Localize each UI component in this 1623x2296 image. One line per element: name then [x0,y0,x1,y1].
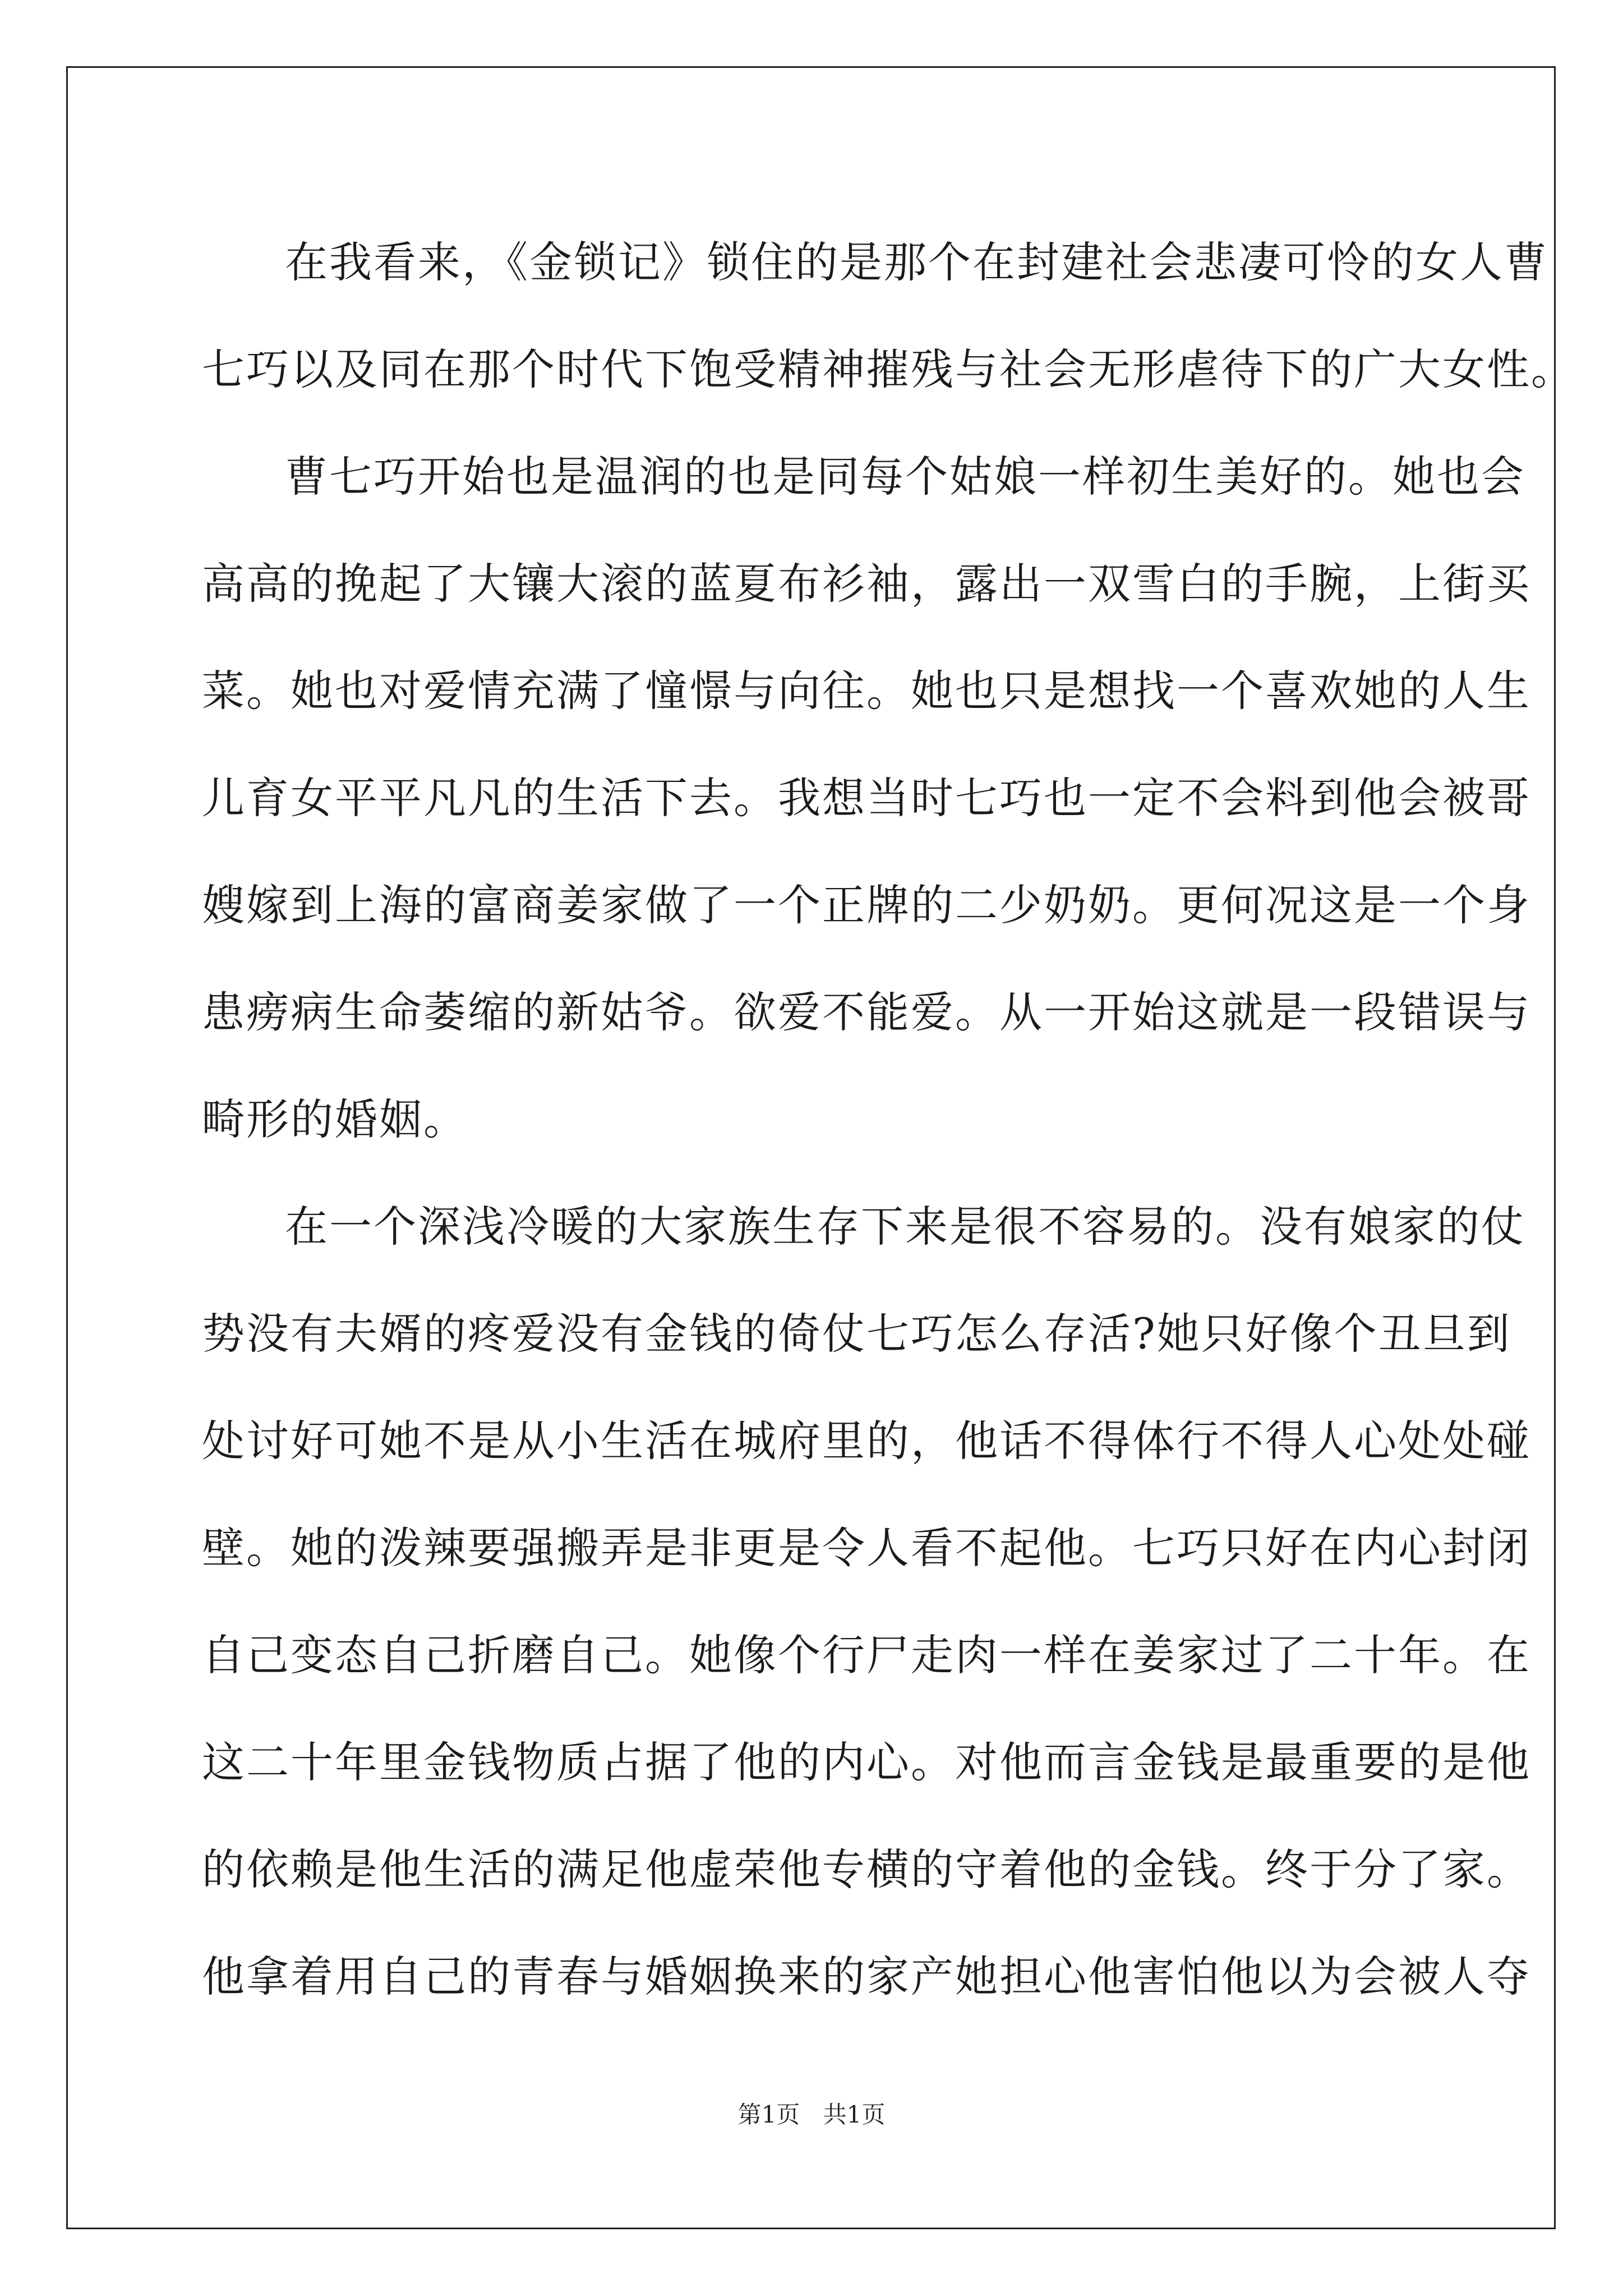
text-line: 曹七巧开始也是温润的也是同每个姑娘一样初生美好的。她也会 [285,452,1525,501]
text-line: 这二十年里金钱物质占据了他的内心。对他而言金钱是最重要的是他 [202,1737,1531,1787]
page-footer [0,2098,1623,2132]
text-line: 患痨病生命萎缩的新姑爷。欲爱不能爱。从一开始这就是一段错误与 [202,987,1531,1037]
page-number-current: 第1页 [737,2101,800,2128]
text-line: 畸形的婚姻。 [202,1094,468,1144]
text-line: 儿育女平平凡凡的生活下去。我想当时七巧也一定不会料到他会被哥 [202,773,1531,823]
text-line: 他拿着用自己的青春与婚姻换来的家产她担心他害怕他以为会被人夺 [202,1952,1531,2001]
document-body [202,209,1575,2030]
text-line: 自己变态自己折磨自己。她像个行尸走肉一样在姜家过了二十年。在 [202,1630,1531,1680]
text-line: 在一个深浅冷暖的大家族生存下来是很不容易的。没有娘家的仗 [285,1202,1525,1251]
text-line: 菜。她也对爱情充满了憧憬与向往。她也只是想找一个喜欢她的人生 [202,666,1531,716]
text-line: 在我看来，《金锁记》锁住的是那个在封建社会悲凄可怜的女人曹 [285,237,1548,287]
text-line: 高高的挽起了大镶大滚的蓝夏布衫袖，露出一双雪白的手腕，上街买 [202,559,1531,609]
text-line: 的依赖是他生活的满足他虚荣他专横的守着他的金钱。终于分了家。 [202,1844,1531,1894]
text-line: 势没有夫婿的疼爱没有金钱的倚仗七巧怎么存活?她只好像个丑旦到 [202,1309,1511,1359]
page-number-total: 共1页 [823,2101,886,2128]
text-line: 壁。她的泼辣要强搬弄是非更是令人看不起他。七巧只好在内心封闭 [202,1523,1531,1573]
text-line: 嫂嫁到上海的富商姜家做了一个正牌的二少奶奶。更何况这是一个身 [202,880,1531,930]
text-line: 处讨好可她不是从小生活在城府里的，他话不得体行不得人心处处碰 [202,1416,1531,1466]
text-line: 七巧以及同在那个时代下饱受精神摧残与社会无形虐待下的广大女性。 [202,344,1575,394]
